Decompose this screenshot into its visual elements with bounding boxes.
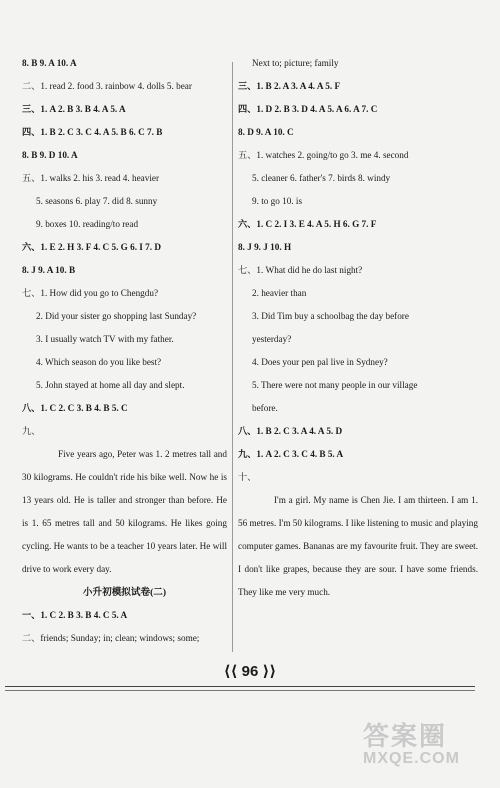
answer-line: 2. Did your sister go shopping last Sunday?: [36, 311, 197, 321]
answer-line: 5. There were not many people in our village: [252, 380, 418, 390]
answer-line: 六、1. C 2. I 3. E 4. A 5. H 6. G 7. F: [238, 219, 377, 229]
footer-rule: [5, 686, 475, 687]
answer-line: before.: [252, 403, 278, 413]
answer-line: 二、friends; Sunday; in; clean; windows; some;: [22, 633, 200, 643]
answer-line: 5. cleaner 6. father's 7. birds 8. windy: [252, 173, 391, 183]
answer-line: Next to; picture; family: [252, 58, 339, 68]
column-divider: [232, 62, 233, 652]
answer-line: 五、1. walks 2. his 3. read 4. heavier: [22, 173, 160, 183]
answer-line: 9. boxes 10. reading/to read: [36, 219, 139, 229]
answer-line: 四、1. D 2. B 3. D 4. A 5. A 6. A 7. C: [238, 104, 378, 114]
left-after-lines: [22, 604, 227, 650]
watermark-en: MXQE.COM: [363, 750, 460, 767]
answer-line: 二、1. read 2. food 3. rainbow 4. dolls 5. bear: [22, 81, 192, 91]
left-answer-lines: [22, 52, 227, 443]
answer-line: 八、1. C 2. C 3. B 4. B 5. C: [22, 403, 128, 413]
answer-line: 9. to go 10. is: [252, 196, 303, 206]
section-title: 小升初模拟试卷(二): [82, 587, 167, 598]
watermark-logo: [363, 722, 488, 770]
answer-line: 八、1. B 2. C 3. A 4. A 5. D: [238, 426, 343, 436]
answer-line: 七、1. What did he do last night?: [238, 265, 363, 275]
answer-line: 8. B 9. D 10. A: [22, 150, 78, 160]
answer-line: 5. seasons 6. play 7. did 8. sunny: [36, 196, 158, 206]
answer-line: 六、1. E 2. H 3. F 4. C 5. G 6. I 7. D: [22, 242, 162, 252]
answer-line: 8. J 9. A 10. B: [22, 265, 76, 275]
watermark-cn: 答案圈: [363, 721, 448, 751]
answer-line: 8. B 9. A 10. A: [22, 58, 77, 68]
answer-line: 九、1. A 2. C 3. C 4. B 5. A: [238, 449, 344, 459]
left-column: [22, 52, 227, 650]
answer-line: 三、1. A 2. B 3. B 4. A 5. A: [22, 104, 126, 114]
answer-line: 5. John stayed at home all day and slept.: [36, 380, 185, 390]
answer-line: 3. Did Tim buy a schoolbag the day before: [252, 311, 409, 321]
answer-line: 四、1. B 2. C 3. C 4. A 5. B 6. C 7. B: [22, 127, 163, 137]
answer-line: 十、: [238, 472, 257, 482]
answer-line: 2. heavier than: [252, 288, 307, 298]
answer-line: 五、1. watches 2. going/to go 3. me 4. second: [238, 150, 409, 160]
answer-line: 一、1. C 2. B 3. B 4. C 5. A: [22, 610, 128, 620]
answer-line: yesterday?: [252, 334, 292, 344]
left-essay: Five years ago, Peter was 1. 2 metres tall and 30 kilograms. He couldn't ride his bike well. Now he is 13 years old. He is taller and stronger than before. He is 1. 65 metres tall and 50 kilograms. He likes going cycling. He wants to be a teacher 10 years later. He will drive to work every day.: [22, 449, 227, 574]
right-column: [238, 52, 478, 604]
answer-line: 8. D 9. A 10. C: [238, 127, 294, 137]
answer-line: 4. Does your pen pal live in Sydney?: [252, 357, 388, 367]
answer-line: 七、1. How did you go to Chengdu?: [22, 288, 159, 298]
answer-line: 三、1. B 2. A 3. A 4. A 5. F: [238, 81, 341, 91]
answer-line: 8. J 9. J 10. H: [238, 242, 292, 252]
right-essay: I'm a girl. My name is Chen Jie. I am thirteen. I am 1. 56 metres. I'm 50 kilograms. I like listening to music and playing computer games. Bananas are my favourite fruit. They are sweet. I don't like grapes, because they are sour. I have some friends. They like me very much.: [238, 495, 478, 597]
answer-line: 3. I usually watch TV with my father.: [36, 334, 174, 344]
page-number: ⟨⟨ 96 ⟩⟩: [223, 663, 277, 680]
right-answer-lines: [238, 52, 478, 489]
answer-line: 4. Which season do you like best?: [36, 357, 162, 367]
footer-rule-thin: [5, 690, 475, 691]
answer-line: 九、: [22, 426, 41, 436]
